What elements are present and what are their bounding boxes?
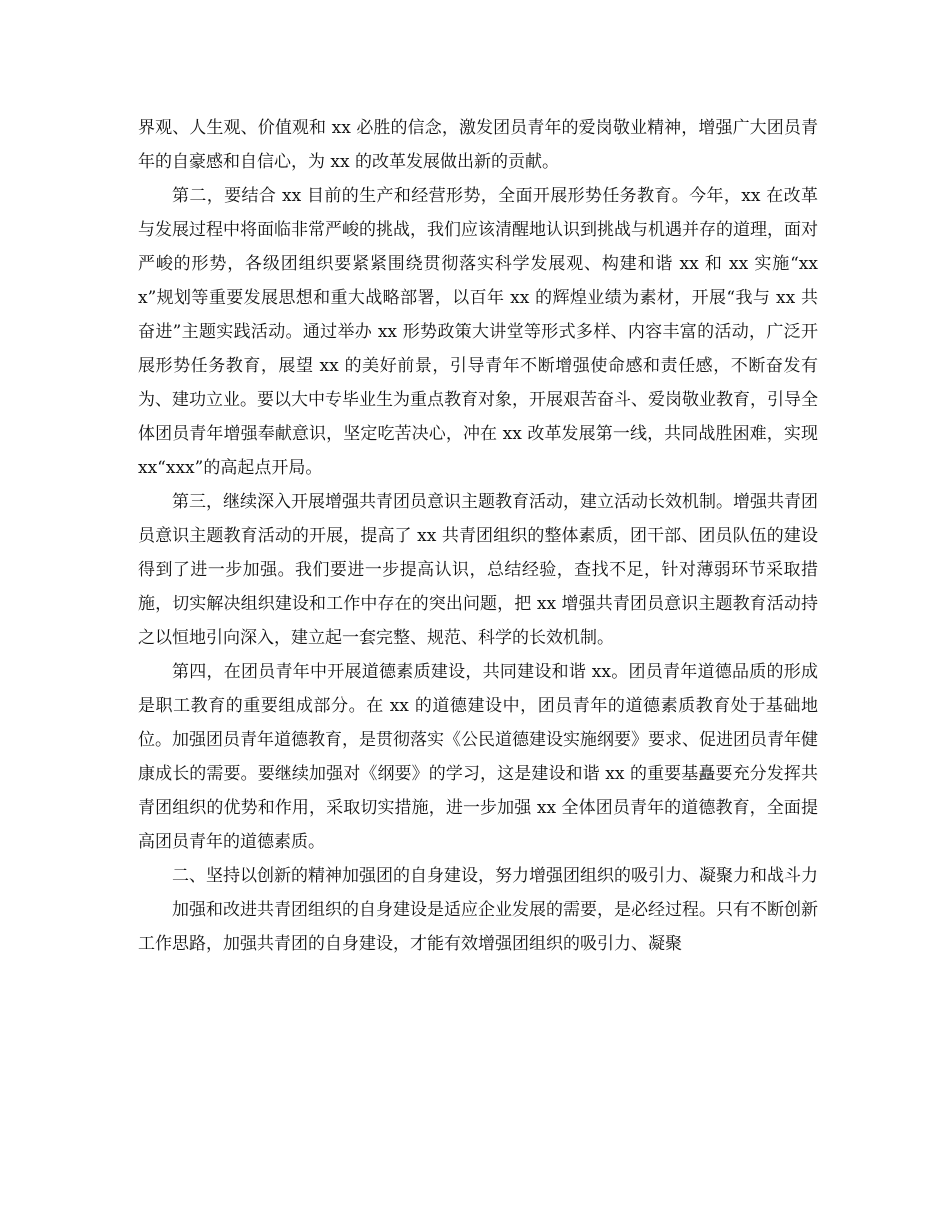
paragraph-third-point: 第三，继续深入开展增强共青团员意识主题教育活动，建立活动长效机制。增强共青团员意识主题教育活动的开展，提高了 xx 共青团组织的整体素质，团干部、团员队伍的建设得到了进一步加强。我们要进一步提高认识，总结经验，查找不足，针对薄弱环节采取措施，切实解决组织建设和工作中存在的突出问题，把 xx 增强共青团员意识主题教育活动持之以恒地引向深入，建立起一套完整、规范、科学的长效机制。 — [138, 492, 818, 648]
paragraph-self-building: 加强和改进共青团组织的自身建设是适应企业发展的需要，是必经过程。只有不断创新工作思路，加强共青团的自身建设，才能有效增强团组织的吸引力、凝聚 — [138, 900, 818, 954]
paragraph-continuation: 界观、人生观、价值观和 xx 必胜的信念，激发团员青年的爱岗敬业精神，增强广大团员青年的自豪感和自信心，为 xx 的改革发展做出新的贡献。 — [138, 118, 818, 172]
paragraph-fourth-point: 第四，在团员青年中开展道德素质建设，共同建设和谐 xx。团员青年道德品质的形成是职工教育的重要组成部分。在 xx 的道德建设中，团员青年的道德素质教育处于基础地位。加强团员青年道德教育，是贯彻落实《公民道德建设实施纲要》要求、促进团员青年健康成长的需要。要继续加强对《纲要》的学习，这是建设和谐 xx 的重要基矗要充分发挥共青团组织的优势和作用，采取切实措施，进一步加强 xx 全体团员青年的道德教育，全面提高团员青年的道德素质。 — [138, 662, 818, 852]
document-body — [138, 111, 818, 961]
paragraph-second-point: 第二，要结合 xx 目前的生产和经营形势，全面开展形势任务教育。今年，xx 在改革与发展过程中将面临非常严峻的挑战，我们应该清醒地认识到挑战与机遇并存的道理，面对严峻的形势，各级团组织要紧紧围绕贯彻落实科学发展观、构建和谐 xx 和 xx 实施“xxx”规划等重要发展思想和重大战略部署，以百年 xx 的辉煌业绩为素材，开展“我与 xx 共奋进”主题实践活动。通过举办 xx 形势政策大讲堂等形式多样、内容丰富的活动，广泛开展形势任务教育，展望 xx 的美好前景，引导青年不断增强使命感和责任感，不断奋发有为、建功立业。要以大中专毕业生为重点教育对象，开展艰苦奋斗、爱岗敬业教育，引导全体团员青年增强奉献意识，坚定吃苦决心，冲在 xx 改革发展第一线，共同战胜困难，实现 xx“xxx”的高起点开局。 — [138, 186, 818, 478]
section-heading-two: 二、坚持以创新的精神加强团的自身建设，努力增强团组织的吸引力、凝聚力和战斗力 — [172, 866, 818, 886]
